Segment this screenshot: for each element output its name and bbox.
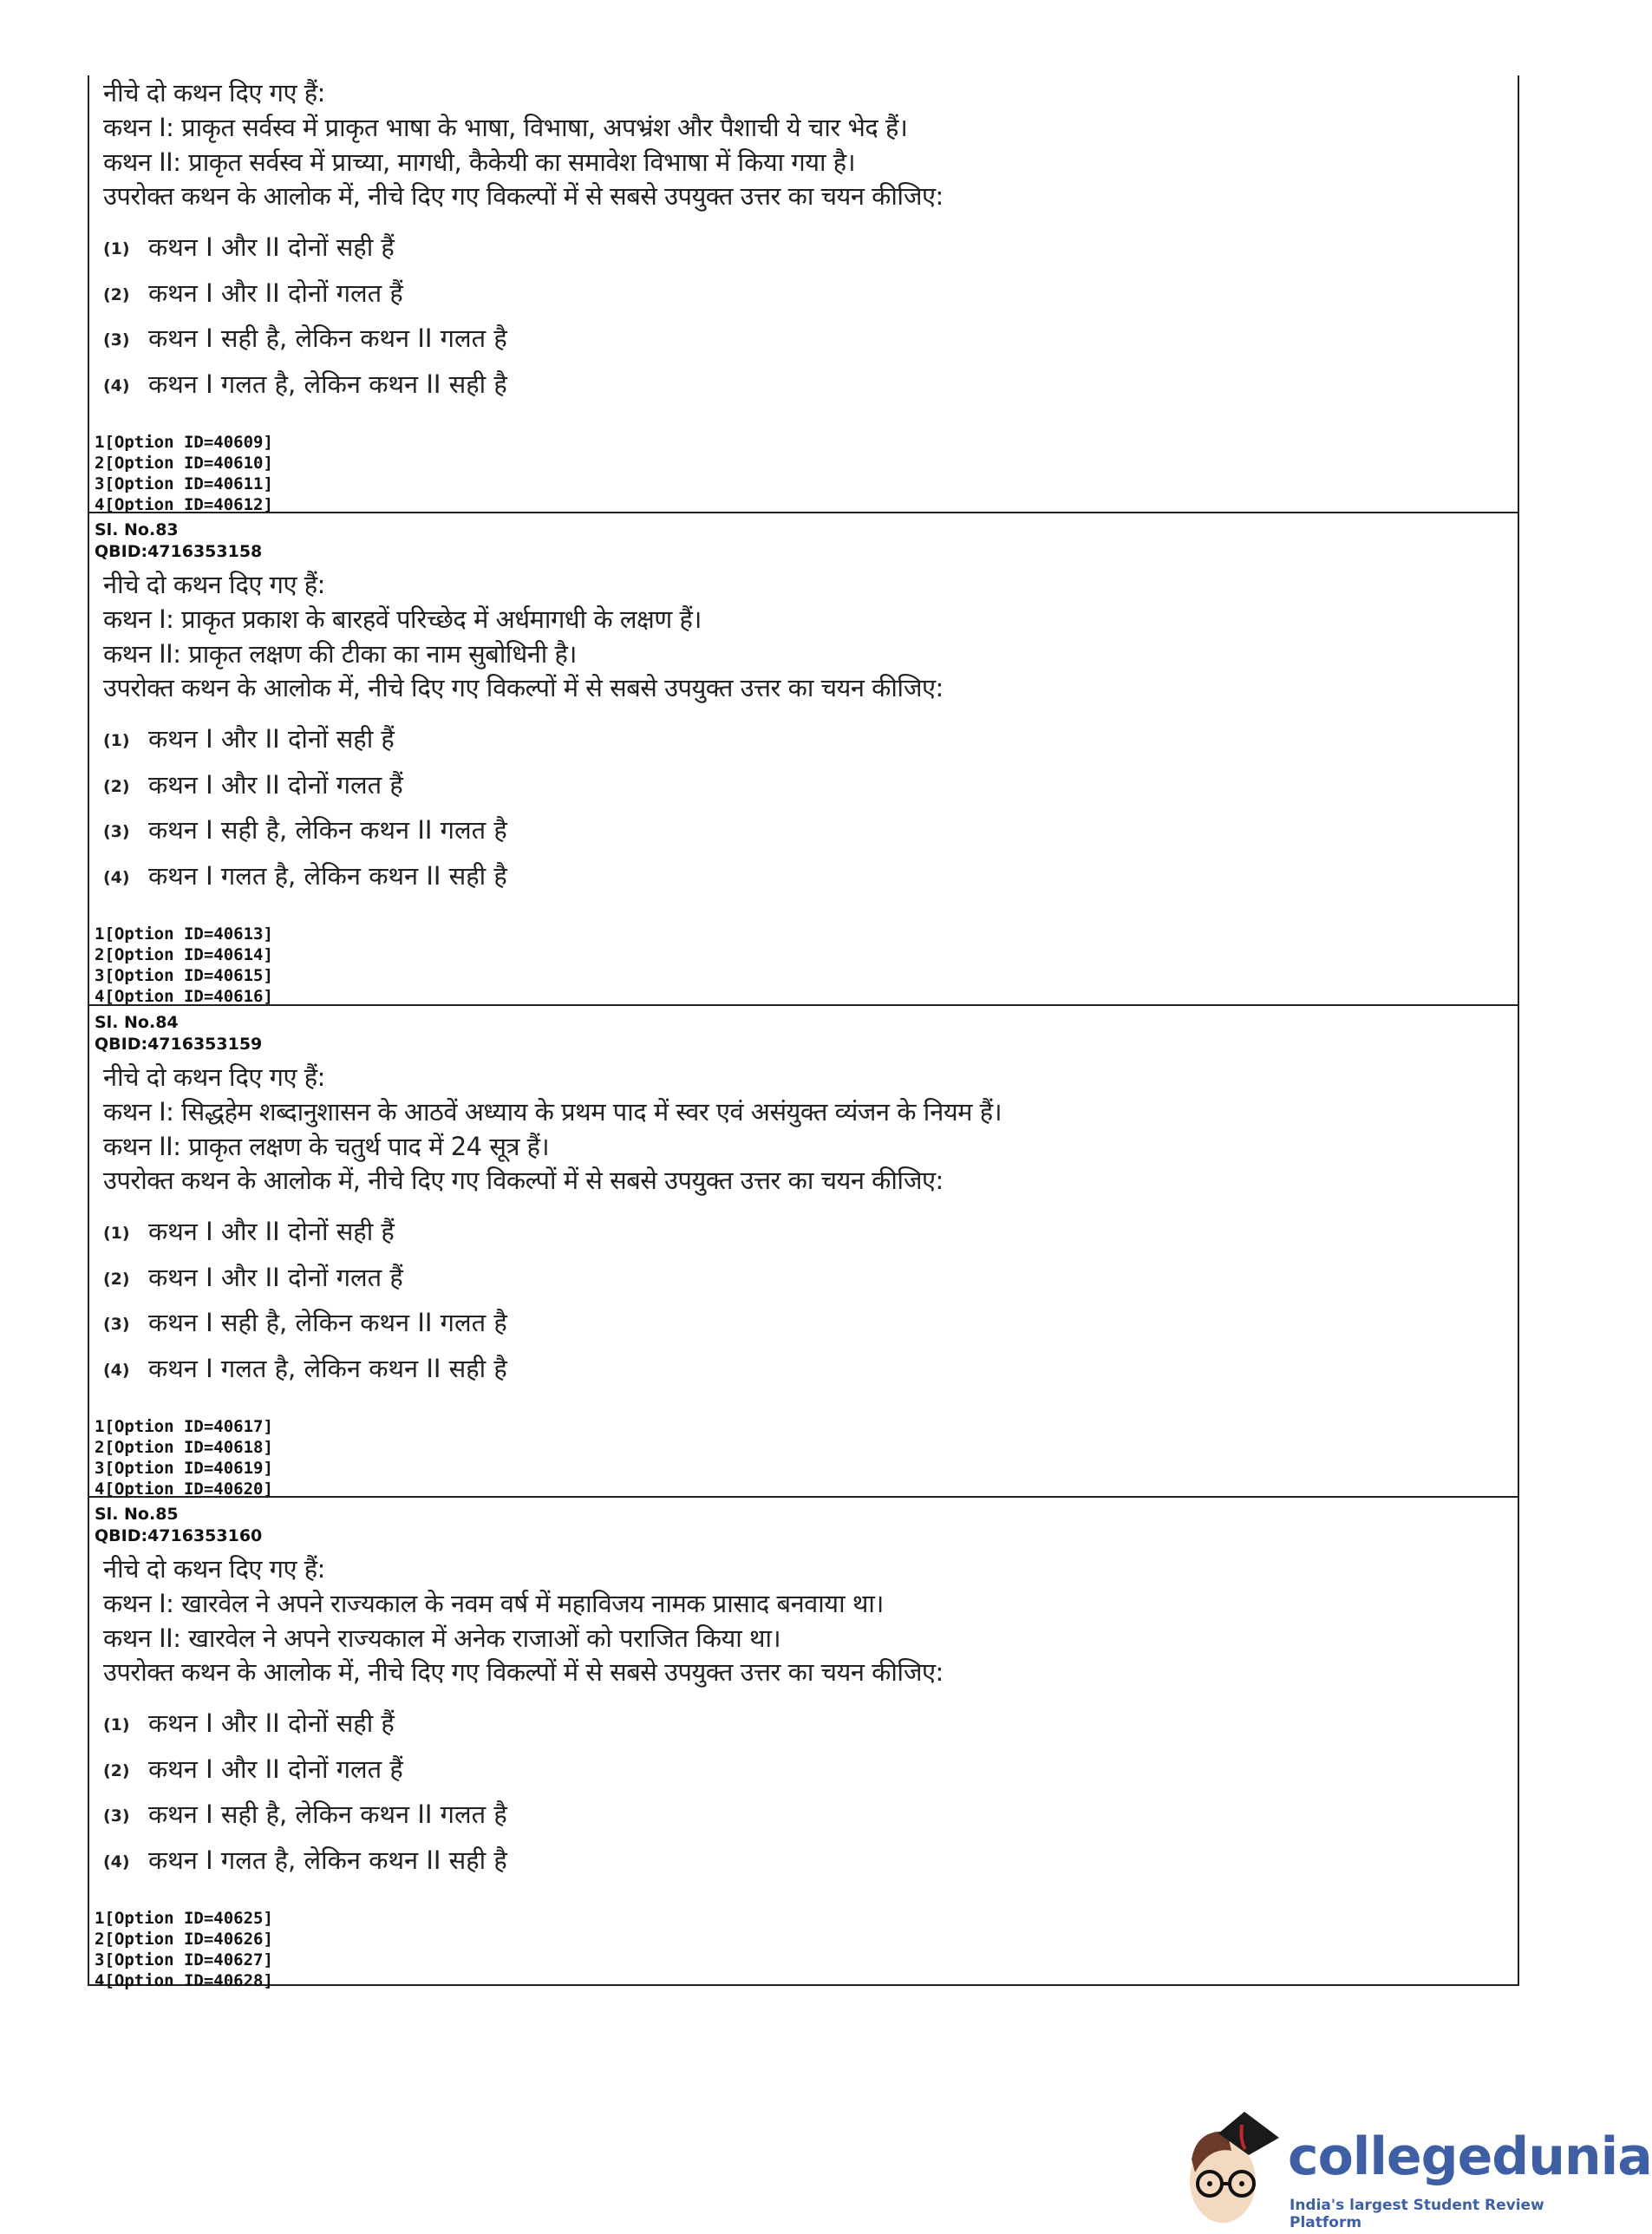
option-text: कथन I सही है, लेकिन कथन II गलत है: [148, 1308, 507, 1337]
option-text: कथन I गलत है, लेकिन कथन II सही है: [148, 1845, 507, 1875]
option-text: कथन I गलत है, लेकिन कथन II सही है: [148, 1353, 507, 1383]
option-id: 3[Option ID=40611]: [95, 474, 273, 493]
option-id: 2[Option ID=40618]: [95, 1438, 273, 1457]
answer-option: [103, 1351, 507, 1385]
option-id: 3[Option ID=40627]: [95, 1950, 273, 1969]
answer-option: [103, 813, 507, 846]
answer-option: [103, 1843, 507, 1877]
question-paper-frame: [88, 75, 1519, 1990]
option-number: (4): [103, 867, 130, 887]
mascot-icon: [1179, 2107, 1283, 2229]
qbid: QBID:4716353158: [95, 542, 263, 561]
question-instruction: उपरोक्त कथन के आलोक में, नीचे दिए गए विकल्पों में से सबसे उपयुक्त उत्तर का चयन कीजिए:: [103, 673, 944, 702]
option-id: 2[Option ID=40626]: [95, 1930, 273, 1949]
option-number: (1): [103, 731, 130, 750]
option-id: 2[Option ID=40614]: [95, 945, 273, 964]
option-number: (4): [103, 1360, 130, 1380]
answer-option: [103, 722, 395, 755]
option-text: कथन I सही है, लेकिन कथन II गलत है: [148, 323, 507, 353]
question-intro: नीचे दो कथन दिए गए हैं:: [103, 1062, 325, 1092]
question-block: [89, 1004, 1518, 1498]
option-id: 1[Option ID=40609]: [95, 433, 273, 452]
question-instruction: उपरोक्त कथन के आलोक में, नीचे दिए गए विकल्पों में से सबसे उपयुक्त उत्तर का चयन कीजिए:: [103, 1166, 944, 1195]
qbid: QBID:4716353159: [95, 1035, 263, 1054]
serial-number: Sl. No.85: [95, 1505, 179, 1524]
option-number: (2): [103, 1269, 130, 1289]
option-number: (1): [103, 1224, 130, 1243]
serial-number: Sl. No.84: [95, 1013, 179, 1032]
answer-option: [103, 1752, 403, 1786]
option-text: कथन I और II दोनों सही हैं: [148, 1708, 395, 1738]
statement-1: कथन I: खारवेल ने अपने राज्यकाल के नवम वर्ष में महाविजय नामक प्रासाद बनवाया था।: [103, 1589, 884, 1618]
option-text: कथन I और II दोनों सही हैं: [148, 724, 395, 754]
option-text: कथन I और II दोनों गलत हैं: [148, 769, 403, 800]
answer-option: [103, 1214, 395, 1248]
option-id: 3[Option ID=40615]: [95, 966, 273, 985]
question-block: [89, 1496, 1518, 1990]
answer-option: [103, 859, 507, 892]
option-text: कथन I और II दोनों गलत हैं: [148, 1262, 403, 1292]
option-id: 2[Option ID=40610]: [95, 454, 273, 473]
question-block: [89, 512, 1518, 1006]
answer-option: [103, 1797, 507, 1831]
option-text: कथन I सही है, लेकिन कथन II गलत है: [148, 1800, 507, 1829]
option-id: 3[Option ID=40619]: [95, 1459, 273, 1478]
question-intro: नीचे दो कथन दिए गए हैं:: [103, 1554, 325, 1584]
question-intro: नीचे दो कथन दिए गए हैं:: [103, 570, 325, 599]
option-number: (3): [103, 1315, 130, 1334]
option-number: (3): [103, 822, 130, 841]
option-id: 4[Option ID=40616]: [95, 987, 273, 1006]
option-text: कथन I और II दोनों गलत हैं: [148, 1754, 403, 1784]
logo-wordmark: collegedunia: [1288, 2126, 1652, 2187]
option-id: 1[Option ID=40617]: [95, 1417, 273, 1436]
question-intro: नीचे दो कथन दिए गए हैं:: [103, 78, 325, 108]
answer-option: [103, 1260, 403, 1294]
statement-2: कथन II: प्राकृत सर्वस्व में प्राच्या, मागधी, कैकेयी का समावेश विभाषा में किया गया है।: [103, 147, 856, 177]
option-id: 4[Option ID=40612]: [95, 495, 273, 514]
option-text: कथन I और II दोनों सही हैं: [148, 232, 395, 262]
serial-number: Sl. No.83: [95, 520, 179, 539]
statement-2: कथन II: प्राकृत लक्षण की टीका का नाम सुबोधिनी है।: [103, 639, 577, 669]
question-instruction: उपरोक्त कथन के आलोक में, नीचे दिए गए विकल्पों में से सबसे उपयुक्त उत्तर का चयन कीजिए:: [103, 1657, 944, 1687]
answer-option: [103, 1706, 395, 1740]
option-id: 1[Option ID=40625]: [95, 1909, 273, 1928]
option-number: (4): [103, 1852, 130, 1871]
option-number: (2): [103, 776, 130, 796]
option-number: (2): [103, 1760, 130, 1780]
question-block: [89, 75, 1518, 512]
answer-option: [103, 276, 403, 310]
answer-option: [103, 1305, 507, 1339]
option-id: 4[Option ID=40628]: [95, 1971, 273, 1990]
logo-tagline: India's largest Student Review Platform: [1290, 2197, 1544, 2231]
statement-2: कथन II: खारवेल ने अपने राज्यकाल में अनेक राजाओं को पराजित किया था।: [103, 1623, 781, 1653]
option-number: (1): [103, 239, 130, 258]
question-instruction: उपरोक्त कथन के आलोक में, नीचे दिए गए विकल्पों में से सबसे उपयुक्त उत्तर का चयन कीजिए:: [103, 181, 944, 211]
answer-option: [103, 230, 395, 264]
option-number: (4): [103, 376, 130, 395]
option-number: (3): [103, 330, 130, 349]
option-id: 1[Option ID=40613]: [95, 924, 273, 944]
option-text: कथन I गलत है, लेकिन कथन II सही है: [148, 860, 507, 891]
option-text: कथन I और II दोनों गलत हैं: [148, 278, 403, 308]
qbid: QBID:4716353160: [95, 1526, 263, 1545]
option-text: कथन I गलत है, लेकिन कथन II सही है: [148, 369, 507, 399]
statement-1: कथन I: प्राकृत प्रकाश के बारहवें परिच्छेद में अर्धमागधी के लक्षण हैं।: [103, 604, 702, 634]
option-text: कथन I और II दोनों सही हैं: [148, 1217, 395, 1246]
answer-option: [103, 367, 507, 401]
statement-2: कथन II: प्राकृत लक्षण के चतुर्थ पाद में 24 सूत्र हैं।: [103, 1132, 550, 1161]
option-number: (1): [103, 1715, 130, 1734]
collegedunia-logo: [1179, 2107, 1652, 2231]
option-number: (2): [103, 284, 130, 304]
option-text: कथन I सही है, लेकिन कथन II गलत है: [148, 815, 507, 845]
statement-1: कथन I: प्राकृत सर्वस्व में प्राकृत भाषा के भाषा, विभाषा, अपभ्रंश और पैशाची ये चार भेद हैं।: [103, 113, 908, 142]
answer-option: [103, 768, 403, 801]
option-id: 4[Option ID=40620]: [95, 1480, 273, 1499]
answer-option: [103, 321, 507, 355]
statement-1: कथन I: सिद्धहेम शब्दानुशासन के आठवें अध्याय के प्रथम पाद में स्वर एवं असंयुक्त व्यंजन के नियम हैं।: [103, 1097, 1002, 1127]
option-number: (3): [103, 1806, 130, 1826]
